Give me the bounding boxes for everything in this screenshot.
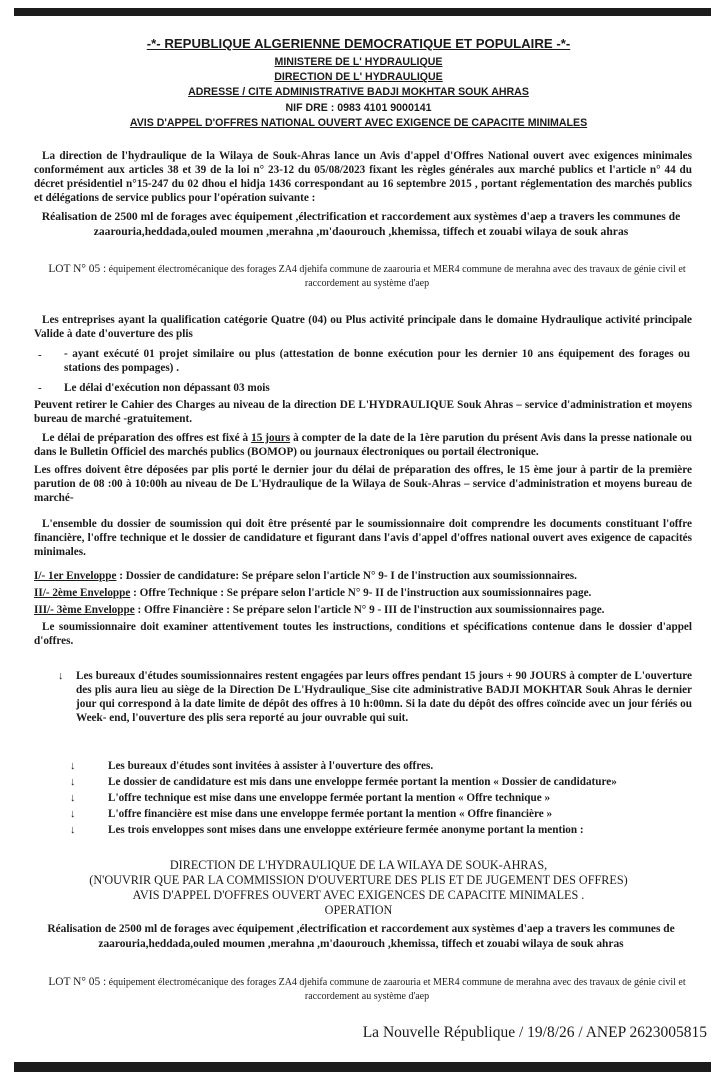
delai-text-a: Le délai de préparation des offres est fixé à bbox=[42, 432, 252, 444]
list-item: Les bureaux d'études sont invitées à assister à l'ouverture des offres. bbox=[108, 760, 434, 772]
envelope-line-3: AVIS D'APPEL D'OFFRES OUVERT AVEC EXIGENCES DE CAPACITE MINIMALES . bbox=[132, 888, 585, 902]
list-item: L'offre financière est mise dans une enveloppe fermée portant la mention « Offre financière » bbox=[108, 808, 553, 820]
ensemble-paragraph: L'ensemble du dossier de soumission qui doit être présenté par le soumissionnaire doit comprendre les documents constituant l'offre financière, l'offre technique et le dossier de candidature et figurant dans l'avis d'appel d'offres national ouvert aves exigence de capacités minimales. bbox=[34, 518, 692, 558]
envelope-2-line bbox=[34, 587, 694, 601]
envelope-2-text: : Offre Technique : Se prépare selon l'article N° 9- II de l'instruction aux soumissionnaires page. bbox=[130, 587, 592, 599]
delai-text-b: à compter de la date de la 1ère parution du présent Avis dans la presse nationale ou dans le Bulletin Officiel des marchés publics (BOMOP) ou journaux électroniques ou portail électronique. bbox=[34, 432, 692, 458]
arrow-bullet-icon: ↓ bbox=[70, 808, 76, 820]
depot-paragraph: Les offres doivent être déposées par plis porté le dernier jour du délai de préparation des offres, le 15 ème jour à partir de la première parution de 08 :00 à 10:00h au niveau de De L'Hydraulique de la Wilaya de Souk-Ahras – service d'administration et moyens bureau de marché- bbox=[34, 464, 692, 504]
envelope-lot-paragraph bbox=[44, 976, 690, 1003]
bullet-marker: - bbox=[38, 349, 42, 361]
nif-line: NIF DRE : 0983 4101 9000141 bbox=[285, 102, 432, 114]
operation-paragraph: Réalisation de 2500 ml de forages avec équipement ,électrification et raccordement aux systèmes d'aep a travers les communes de zaarouria,heddada,ouled moumen ,merahna ,m'daourouch ,khemissa, tiffech et zouabi wilaya de souk ahras bbox=[41, 210, 681, 238]
bullet-marker: - bbox=[38, 382, 42, 394]
direction-title: DIRECTION DE L' HYDRAULIQUE bbox=[274, 71, 443, 83]
top-border bbox=[14, 8, 711, 16]
lot-text: équipement électromécanique des forages ZA4 djehifa commune de zaarouria et MER4 commune de merahna avec des travaux de génie civil et raccordement au système d'aep bbox=[108, 264, 686, 289]
ministry-title: MINISTERE DE L' HYDRAULIQUE bbox=[274, 56, 443, 68]
envelope-operation: Réalisation de 2500 ml de forages avec équipement ,électrification et raccordement aux systèmes d'aep a travers les communes de zaarouria,heddada,ouled moumen ,merahna ,m'daourouch ,khemissa, tiffech et zouabi wilaya de souk ahras bbox=[47, 923, 675, 950]
list-item: L'offre technique est mise dans une enveloppe fermée portant la mention « Offre technique » bbox=[108, 792, 551, 804]
envelope-1-text: : Dossier de candidature: Se prépare selon l'article N° 9- I de l'instruction aux soumissionnaires. bbox=[116, 570, 577, 582]
avis-title: AVIS D'APPEL D'OFFRES NATIONAL OUVERT AVEC EXIGENCE DE CAPACITE MINIMALES bbox=[129, 117, 588, 129]
envelope-2-label: II/- 2ème Enveloppe bbox=[34, 587, 131, 599]
address-line: ADRESSE / CITE ADMINISTRATIVE BADJI MOKHTAR SOUK AHRAS bbox=[188, 86, 529, 98]
examiner-paragraph: Le soumissionnaire doit examiner attentivement toutes les instructions, conditions et spécifications contenue dans le dossier d'appel d'offres. bbox=[34, 621, 692, 647]
intro-paragraph: La direction de l'hydraulique de la Wilaya de Souk-Ahras lance un Avis d'appel d'Offres National ouvert avec exigences minimales conformément aux articles 38 et 39 de la loi n° 23-12 du 05/08/2023 fixant les règles générales aux marché publics et l'article n° 44 du décret présidentiel n°15-247 du 02 dhou el hidja 1436 correspondant au 16 septembre 2015 , portant réglementation des marchés publics et délégations de service publics pour l'opération suivante : bbox=[34, 150, 692, 204]
lot-paragraph bbox=[44, 263, 690, 290]
arrow-bullet-icon: ↓ bbox=[70, 760, 76, 772]
bullet-delay: Le délai d'exécution non dépassant 03 mois bbox=[64, 382, 270, 394]
publication-footer: La Nouvelle République / 19/8/26 / ANEP 2623005815 bbox=[362, 1024, 707, 1041]
envelope-lot-text: équipement électromécanique des forages ZA4 djehifa commune de zaarouria et MER4 commune de merahna avec des travaux de génie civil et raccordement au système d'aep bbox=[108, 977, 686, 1002]
envelope-3-label: III/- 3ème Enveloppe bbox=[34, 604, 135, 616]
envelope-lot-label: LOT N° 05 : bbox=[48, 976, 107, 988]
list-item: Le dossier de candidature est mis dans une enveloppe fermée portant la mention « Dossier de candidature» bbox=[108, 776, 617, 788]
qualification-paragraph: Les entreprises ayant la qualification catégorie Quatre (04) ou Plus activité principale dans le domaine Hydraulique activité principale Valide à date d'ouverture des plis bbox=[34, 314, 692, 340]
envelope-line-1: DIRECTION DE L'HYDRAULIQUE DE LA WILAYA DE SOUK-AHRAS, bbox=[169, 858, 548, 872]
lot-label: LOT N° 05 : bbox=[48, 263, 107, 275]
envelope-1-label: I/- 1er Enveloppe bbox=[34, 570, 117, 582]
bullet-similar-project: - ayant exécuté 01 projet similaire ou plus (attestation de bonne exécution pour les dernier 10 ans équipement des forages ou stations des pompages) . bbox=[64, 348, 690, 374]
arrow-bullet-icon: ↓ bbox=[70, 824, 76, 836]
bureaux-paragraph: Les bureaux d'études soumissionnaires restent engagées par leurs offres pendant 15 jours + 90 JOURS à compter de L'ouverture des plis aura lieu au siège de la Direction De L'Hydraulique_Sise cite administrative BADJI MOKHTAR Souk Ahras le dernier jour qui correspond à la date limite de dépôt des offres à 10 h:00mn. Si la date du dépôt des offres coïncide avec un jour fériés ou Week- end, l'ouverture des plis sera reporté au jour ouvrable qui suit. bbox=[76, 670, 692, 724]
envelope-3-text: : Offre Financière : Se prépare selon l'article N° 9 - III de l'instruction aux soumissionnaires page. bbox=[134, 604, 605, 616]
delai-paragraph bbox=[34, 432, 692, 460]
republic-title: -*- REPUBLIQUE ALGERIENNE DEMOCRATIQUE ET POPULAIRE -*- bbox=[146, 36, 571, 51]
envelope-line-4: OPERATION bbox=[324, 903, 393, 917]
envelope-1-line bbox=[34, 570, 694, 584]
arrow-bullet-icon: ↓ bbox=[70, 776, 76, 788]
bottom-border bbox=[14, 1062, 711, 1072]
list-item: Les trois enveloppes sont mises dans une enveloppe extérieure fermée anonyme portant la mention : bbox=[108, 824, 584, 836]
arrow-bullet-icon: ↓ bbox=[58, 670, 64, 682]
delai-days: 15 jours bbox=[251, 432, 291, 444]
arrow-bullet-icon: ↓ bbox=[70, 792, 76, 804]
retrait-paragraph: Peuvent retirer le Cahier des Charges au niveau de la direction DE L'HYDRAULIQUE Souk Ahras – service d'administration et moyens bureau de marché -gratuitement. bbox=[34, 399, 692, 425]
envelope-3-line bbox=[34, 604, 694, 618]
envelope-line-2: (N'OUVRIR QUE PAR LA COMMISSION D'OUVERTURE DES PLIS ET DE JUGEMENT DES OFFRES) bbox=[89, 873, 628, 887]
